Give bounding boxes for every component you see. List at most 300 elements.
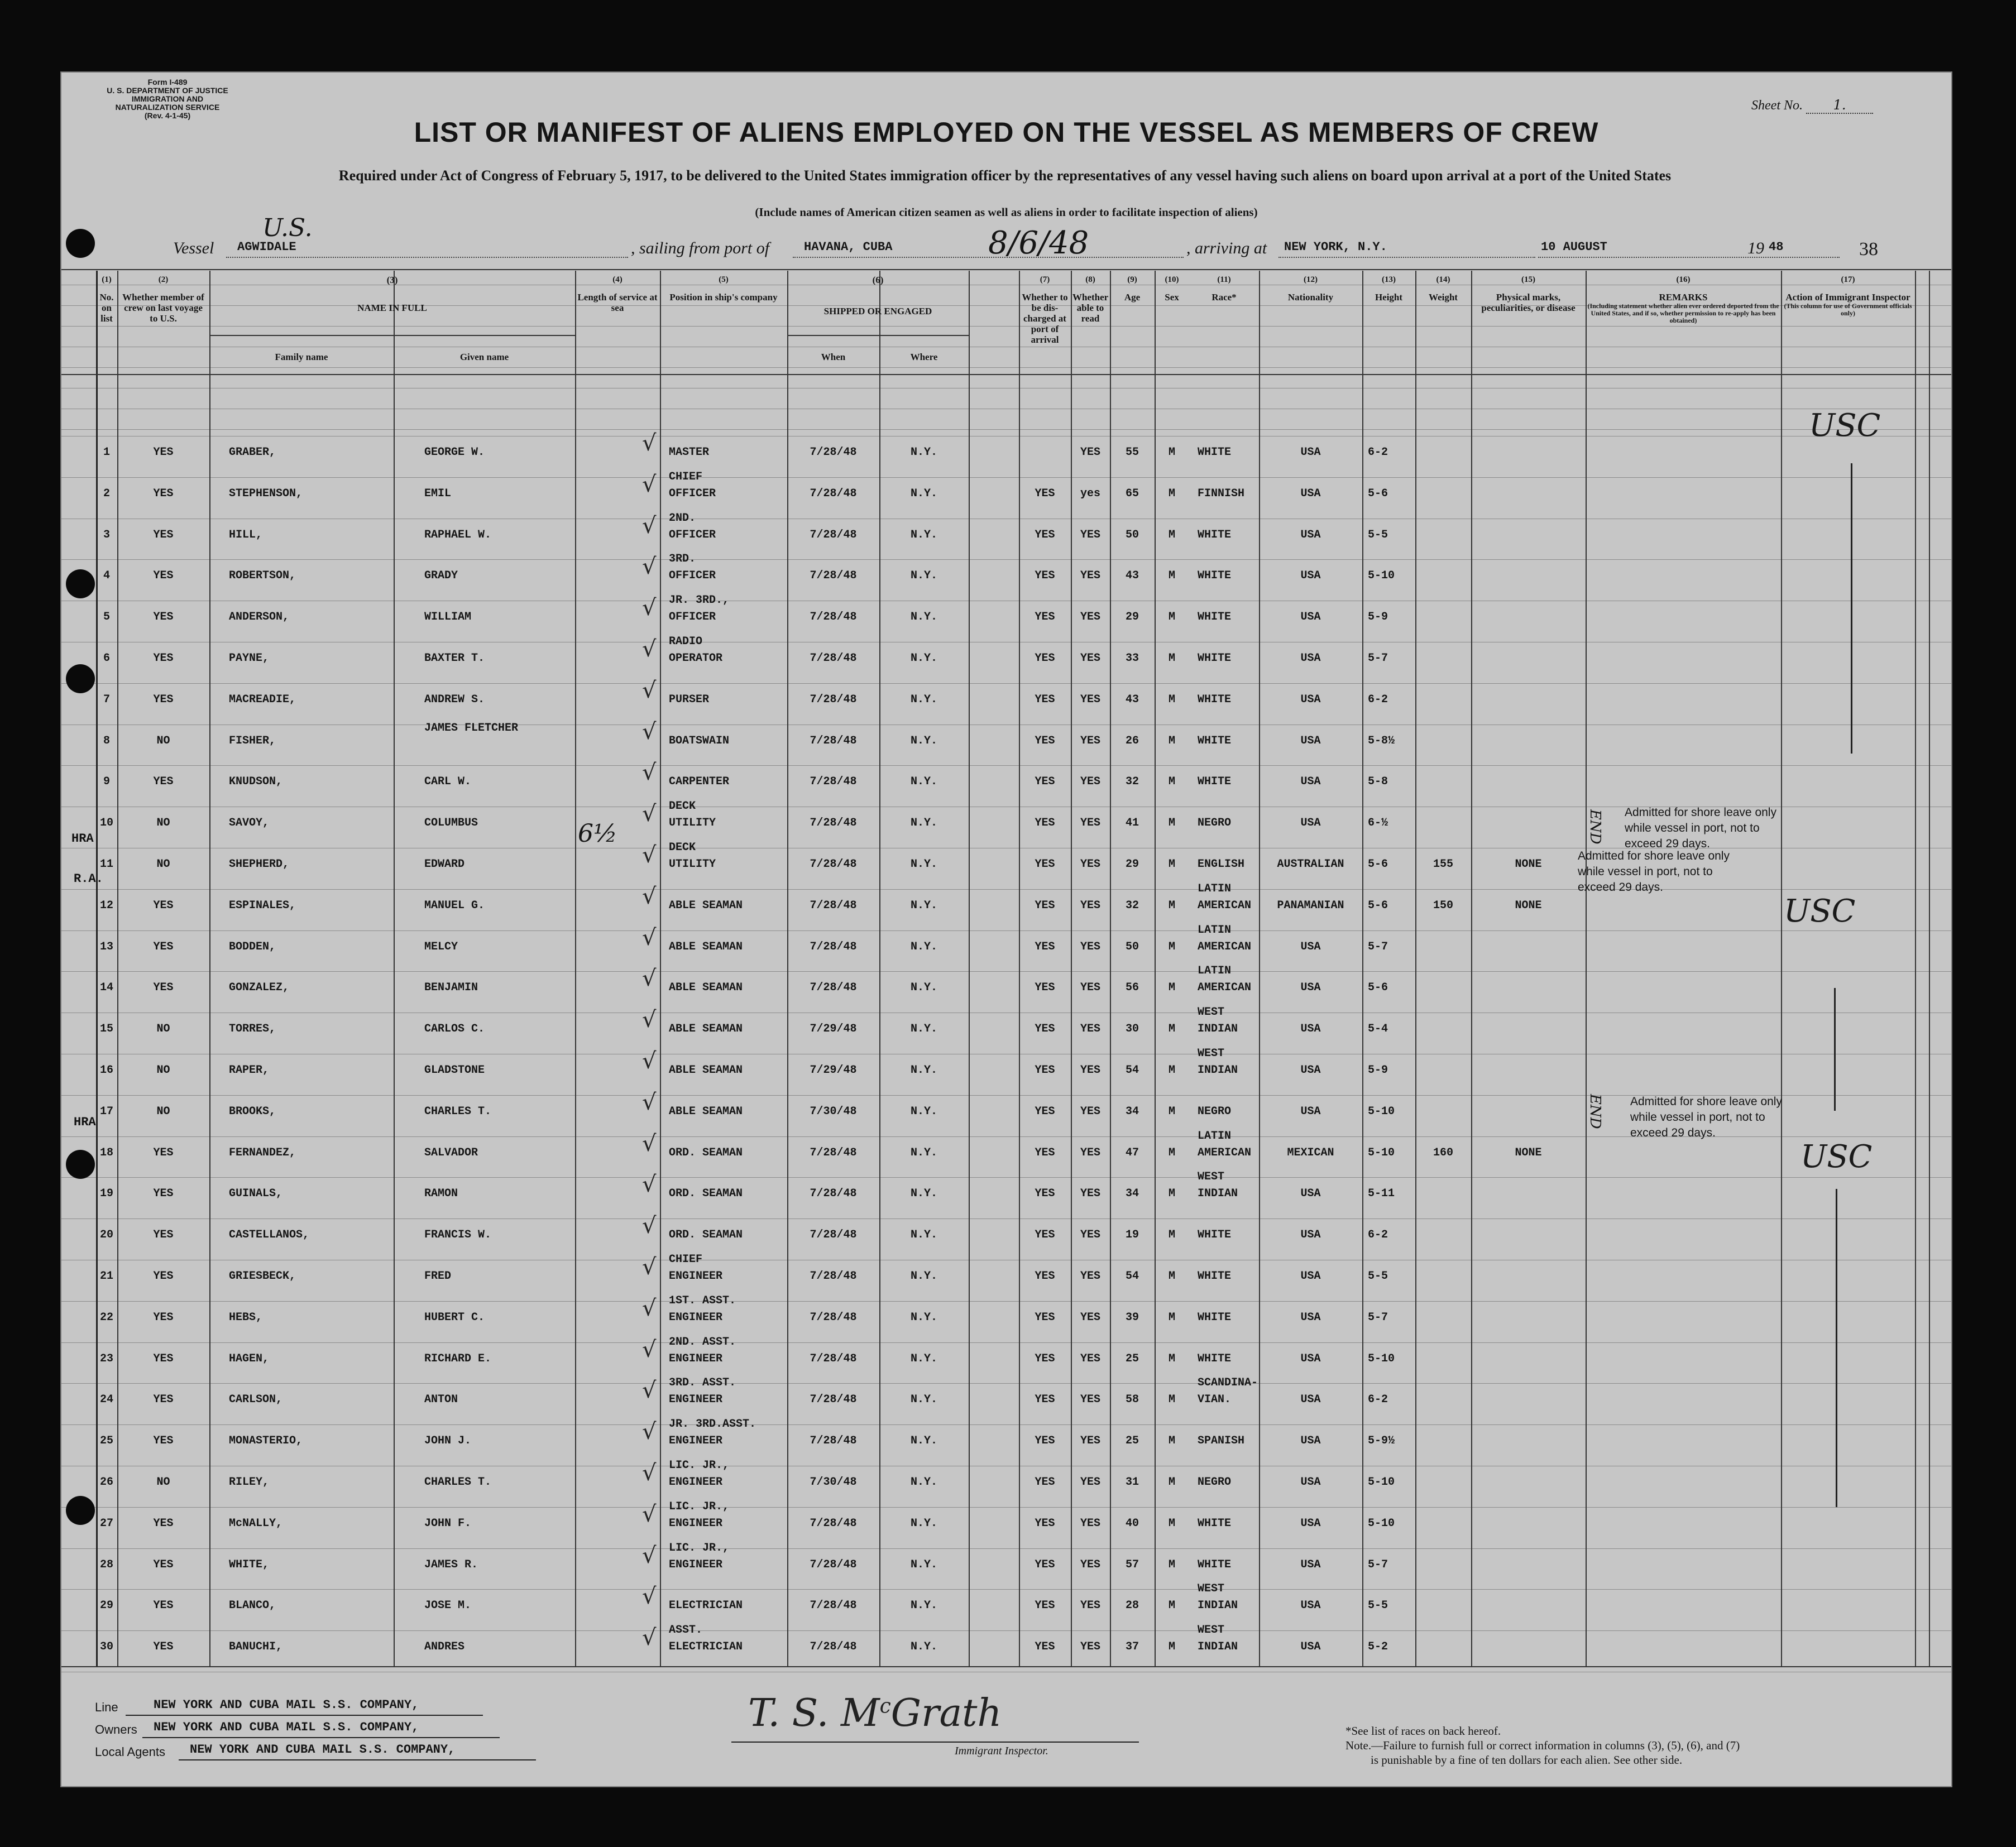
shipped-where: N.Y. — [910, 1352, 937, 1365]
shipped-where: N.Y. — [910, 1105, 937, 1118]
row-number: 2 — [103, 487, 110, 500]
height: 5-10 — [1368, 1146, 1395, 1159]
last-voyage: YES — [153, 693, 174, 706]
shipped-where: N.Y. — [910, 1393, 937, 1407]
last-voyage: YES — [153, 1393, 174, 1407]
port-from: HAVANA, CUBA — [804, 240, 893, 254]
race-line2: INDIAN — [1198, 1064, 1238, 1077]
row-number: 27 — [99, 1517, 113, 1530]
sex: M — [1168, 1270, 1175, 1283]
shipped-when: 7/28/48 — [810, 858, 857, 871]
column-number: (14) — [1436, 275, 1450, 284]
shipped-where: N.Y. — [910, 775, 937, 789]
header-discharged — [1021, 275, 1069, 345]
height: 5-5 — [1368, 528, 1388, 541]
family-name: ROBERTSON, — [229, 569, 296, 583]
nationality: USA — [1300, 446, 1321, 459]
year-prefix: 19 — [1747, 239, 1764, 257]
family-name: HAGEN, — [229, 1352, 270, 1365]
shipped-where: N.Y. — [910, 528, 937, 541]
nationality: USA — [1300, 734, 1321, 747]
check-mark-icon: √ — [642, 1254, 657, 1280]
check-mark-icon: √ — [642, 1007, 657, 1033]
last-voyage: YES — [153, 1435, 174, 1448]
age: 29 — [1125, 611, 1139, 624]
height: 5-6 — [1368, 981, 1388, 995]
able-to-read: YES — [1080, 1105, 1100, 1118]
discharged: YES — [1035, 1393, 1055, 1407]
sex: M — [1168, 569, 1175, 583]
discharged: YES — [1035, 1558, 1055, 1571]
race-line2: SPANISH — [1198, 1435, 1245, 1448]
height: 5-5 — [1368, 1599, 1388, 1613]
sex: M — [1168, 1476, 1175, 1489]
column-rule — [209, 271, 210, 1666]
discharged: YES — [1035, 1435, 1055, 1448]
family-name: KNUDSON, — [229, 775, 283, 789]
discharged: YES — [1035, 652, 1055, 665]
race-line1: WEST — [1198, 1624, 1225, 1637]
check-mark-icon: √ — [642, 1501, 657, 1527]
race-line2: NEGRO — [1198, 817, 1232, 830]
check-mark-icon: √ — [642, 760, 657, 786]
height: 6-2 — [1368, 446, 1388, 459]
row-number: 8 — [103, 734, 110, 747]
check-mark-icon: √ — [642, 677, 657, 703]
port-to: NEW YORK, N.Y. — [1284, 240, 1387, 254]
given-name: RAMON — [424, 1187, 458, 1201]
family-name: BROOKS, — [229, 1105, 276, 1118]
shipped-when: 7/28/48 — [810, 1393, 857, 1407]
shipped-when: 7/28/48 — [810, 1311, 857, 1324]
position-line1: 2ND. ASST. — [669, 1335, 736, 1349]
column-rule — [1110, 271, 1111, 1666]
column-number: (7) — [1040, 275, 1050, 284]
header-name-in-full: NAME IN FULL — [357, 303, 427, 313]
column-label: Action of Immigrant Inspector — [1785, 292, 1910, 303]
shipped-where: N.Y. — [910, 1558, 937, 1571]
shipped-when: 7/28/48 — [810, 817, 857, 830]
column-rule — [1019, 271, 1020, 1666]
family-name: BLANCO, — [229, 1599, 276, 1613]
arriving-label: , arriving at — [1186, 239, 1267, 257]
shipped-where: N.Y. — [910, 487, 937, 500]
height: 5-6 — [1368, 899, 1388, 912]
sex: M — [1168, 775, 1175, 789]
vessel-label: Vessel — [173, 239, 214, 257]
shipped-when: 7/30/48 — [810, 1476, 857, 1489]
check-mark-icon: √ — [642, 512, 657, 539]
column-number: (16) — [1676, 275, 1691, 284]
line-value: NEW YORK AND CUBA MAIL S.S. COMPANY, — [154, 1698, 419, 1712]
given-name: SALVADOR — [424, 1146, 478, 1159]
sex: M — [1168, 1640, 1175, 1654]
race-line2: INDIAN — [1198, 1640, 1238, 1654]
able-to-read: YES — [1080, 1558, 1100, 1571]
row-rule — [61, 1630, 1951, 1631]
nationality: USA — [1300, 1640, 1321, 1654]
race-line2: AMERICAN — [1198, 1146, 1252, 1159]
position-line1: JR. 3RD.ASST. — [669, 1418, 756, 1431]
given-name: FRANCIS W. — [424, 1229, 492, 1242]
check-mark-icon: √ — [642, 1378, 657, 1404]
row-rule — [61, 930, 1951, 931]
discharged: YES — [1035, 1187, 1055, 1201]
position-line2: MASTER — [669, 446, 710, 459]
remarks-code-row11: END — [1587, 809, 1603, 845]
discharged: YES — [1035, 940, 1055, 953]
last-voyage: YES — [153, 1270, 174, 1283]
shipped-where: N.Y. — [910, 446, 937, 459]
sex: M — [1168, 981, 1175, 995]
check-mark-icon: √ — [642, 966, 657, 992]
line-label: Line — [95, 1700, 118, 1714]
race-line1: WEST — [1198, 1582, 1225, 1596]
column-label: Physical marks, peculiarities, or disease — [1481, 292, 1576, 313]
position-line1: 1ST. ASST. — [669, 1294, 736, 1307]
shipped-where: N.Y. — [910, 693, 937, 706]
vessel-line — [173, 214, 1904, 261]
age: 39 — [1125, 1311, 1139, 1324]
shipped-when: 7/28/48 — [810, 734, 857, 747]
given-name: GLADSTONE — [424, 1064, 485, 1077]
binder-hole — [66, 229, 95, 258]
able-to-read: YES — [1080, 1187, 1100, 1201]
discharged: YES — [1035, 1023, 1055, 1036]
inspector-mark-3: USC — [1800, 1139, 1873, 1175]
position-line2: CARPENTER — [669, 775, 730, 789]
penalty-note: Note.—Failure to furnish full or correct information in columns (3), (5), (6), and (7) — [1345, 1739, 1740, 1752]
row-number: 29 — [99, 1599, 113, 1613]
family-name: TORRES, — [229, 1023, 276, 1036]
header-remarks — [1587, 275, 1779, 324]
race-line2: WHITE — [1198, 1270, 1232, 1283]
column-rule — [660, 271, 661, 1666]
agents-value: NEW YORK AND CUBA MAIL S.S. COMPANY, — [190, 1743, 456, 1757]
header-sex — [1156, 275, 1187, 303]
height: 5-2 — [1368, 1640, 1388, 1654]
height: 5-10 — [1368, 1476, 1395, 1489]
page-number: 38 — [1859, 239, 1878, 260]
given-name: EDWARD — [424, 858, 465, 871]
family-name: McNALLY, — [229, 1517, 283, 1530]
position-line1: 3RD. — [669, 553, 696, 566]
given-name: COLUMBUS — [424, 817, 478, 830]
given-name: CARLOS C. — [424, 1023, 485, 1036]
race-line2: ENGLISH — [1198, 858, 1245, 871]
position-line2: ELECTRICIAN — [669, 1599, 743, 1613]
margin-note-row12: R.A. — [74, 872, 103, 886]
discharged: YES — [1035, 1064, 1055, 1077]
header-name-number: (3) — [386, 275, 398, 285]
shipped-when: 7/28/48 — [810, 528, 857, 541]
row-number: 24 — [99, 1393, 113, 1407]
race-line2: WHITE — [1198, 775, 1232, 789]
row-number: 17 — [99, 1105, 113, 1118]
race-line2: NEGRO — [1198, 1476, 1232, 1489]
column-rule — [117, 271, 118, 1666]
nationality: USA — [1300, 1105, 1321, 1118]
able-to-read: YES — [1080, 1229, 1100, 1242]
column-rule — [1362, 271, 1363, 1666]
given-name: BENJAMIN — [424, 981, 478, 995]
row-number: 22 — [99, 1311, 113, 1324]
able-to-read: YES — [1080, 1311, 1100, 1324]
race-line1: WEST — [1198, 1006, 1225, 1019]
shipped-when: 7/28/48 — [810, 1187, 857, 1201]
race-line2: AMERICAN — [1198, 981, 1252, 995]
nationality: USA — [1300, 652, 1321, 665]
shipped-when: 7/28/48 — [810, 1270, 857, 1283]
given-name: JOSE M. — [424, 1599, 472, 1613]
height: 6-2 — [1368, 693, 1388, 706]
header-shipped-engaged: SHIPPED OR ENGAGED — [823, 306, 932, 316]
shipped-where: N.Y. — [910, 940, 937, 953]
department: U. S. DEPARTMENT OF JUSTICE — [107, 86, 228, 95]
row-rule — [61, 1507, 1951, 1508]
sex: M — [1168, 817, 1175, 830]
nationality: USA — [1300, 1023, 1321, 1036]
last-voyage: YES — [153, 487, 174, 500]
family-name: RAPER, — [229, 1064, 270, 1077]
column-label: Height — [1375, 292, 1403, 303]
race-line1: LATIN — [1198, 882, 1232, 895]
family-name: BODDEN, — [229, 940, 276, 953]
shipped-when: 7/28/48 — [810, 940, 857, 953]
shipped-where: N.Y. — [910, 569, 937, 583]
form-identification — [100, 78, 234, 120]
age: 25 — [1125, 1435, 1139, 1448]
sex: M — [1168, 1023, 1175, 1036]
sex: M — [1168, 1187, 1175, 1201]
row-number: 21 — [99, 1270, 113, 1283]
row-number: 18 — [99, 1146, 113, 1159]
form-number: Form I-489 — [147, 78, 188, 87]
discharged: YES — [1035, 775, 1055, 789]
check-mark-icon: √ — [642, 471, 657, 497]
shipped-where: N.Y. — [910, 981, 937, 995]
age: 54 — [1125, 1270, 1139, 1283]
weight: 155 — [1433, 858, 1453, 871]
column-rule — [1415, 271, 1416, 1666]
row-number: 11 — [99, 858, 113, 871]
check-mark-icon: √ — [642, 595, 657, 621]
row-rule — [61, 477, 1951, 478]
vessel-name: AGWIDALE — [237, 240, 296, 254]
age: 43 — [1125, 569, 1139, 583]
shipped-when: 7/29/48 — [810, 1023, 857, 1036]
shipped-when: 7/28/48 — [810, 1146, 857, 1159]
shipped-where: N.Y. — [910, 611, 937, 624]
race-line2: WHITE — [1198, 569, 1232, 583]
able-to-read: YES — [1080, 693, 1100, 706]
sex: M — [1168, 858, 1175, 871]
row-number: 20 — [99, 1229, 113, 1242]
position-line2: ABLE SEAMAN — [669, 899, 743, 912]
able-to-read: YES — [1080, 1146, 1100, 1159]
remarks-row12: Admitted for shore leave only while vessel in port, not to exceed 29 days. — [1578, 850, 1730, 894]
position-line2: ORD. SEAMAN — [669, 1187, 743, 1201]
family-name: GONZALEZ, — [229, 981, 290, 995]
position-line2: UTILITY — [669, 858, 716, 871]
check-mark-icon: √ — [642, 1295, 657, 1321]
age: 30 — [1125, 1023, 1139, 1036]
row-number: 5 — [103, 611, 110, 624]
given-name: HUBERT C. — [424, 1311, 485, 1324]
owners-value: NEW YORK AND CUBA MAIL S.S. COMPANY, — [154, 1720, 419, 1734]
family-name: CASTELLANOS, — [229, 1229, 310, 1242]
race-line1: WEST — [1198, 1047, 1225, 1060]
weight: 150 — [1433, 899, 1453, 912]
row-number: 12 — [99, 899, 113, 912]
row-rule — [61, 269, 1951, 270]
check-mark-icon: √ — [642, 430, 657, 456]
sex: M — [1168, 1064, 1175, 1077]
page-title: LIST OR MANIFEST OF ALIENS EMPLOYED ON THE VESSEL AS MEMBERS OF CREW — [414, 117, 1599, 148]
header-family-name: Family name — [275, 352, 328, 362]
race-line2: WHITE — [1198, 1352, 1232, 1365]
last-voyage: YES — [153, 569, 174, 583]
column-rule — [1929, 271, 1930, 1666]
shipped-when: 7/28/48 — [810, 1640, 857, 1654]
column-label: Weight — [1429, 292, 1458, 303]
shipped-when: 7/28/48 — [810, 1517, 857, 1530]
column-label: No. on list — [99, 292, 114, 324]
nationality: USA — [1300, 611, 1321, 624]
height: 5-10 — [1368, 1517, 1395, 1530]
age: 65 — [1125, 487, 1139, 500]
sheet-number-label: Sheet No. — [1751, 98, 1803, 113]
position-line2: UTILITY — [669, 817, 716, 830]
height: 5-10 — [1368, 1105, 1395, 1118]
check-mark-icon: √ — [642, 1089, 657, 1115]
column-sublabel: (Including statement whether alien ever ordered deported from the United States, and if so, whether permission to re-apply has been obtained) — [1587, 302, 1779, 324]
race-line1: LATIN — [1198, 1129, 1232, 1143]
handwritten-date: 8/6/48 — [988, 225, 1089, 261]
sex: M — [1168, 652, 1175, 665]
check-mark-icon: √ — [642, 718, 657, 745]
nationality: USA — [1300, 1393, 1321, 1407]
family-name: CARLSON, — [229, 1393, 283, 1407]
sex: M — [1168, 1435, 1175, 1448]
height: 5-7 — [1368, 1311, 1388, 1324]
discharged: YES — [1035, 734, 1055, 747]
column-number: (9) — [1127, 275, 1137, 284]
inspector-signature: T. S. $M^cGrath$ — [748, 1691, 1002, 1735]
able-to-read: YES — [1080, 1352, 1100, 1365]
binder-hole — [66, 1150, 95, 1179]
family-name: MACREADIE, — [229, 693, 296, 706]
row-number: 4 — [103, 569, 110, 583]
check-mark-icon: √ — [642, 1419, 657, 1445]
given-name: JAMES R. — [424, 1558, 478, 1571]
discharged: YES — [1035, 693, 1055, 706]
family-name: GRABER, — [229, 446, 276, 459]
last-voyage: YES — [153, 1187, 174, 1201]
shipped-when: 7/28/48 — [810, 1229, 857, 1242]
shipped-when: 7/28/48 — [810, 1558, 857, 1571]
subtitle-note: (Include names of American citizen seamen as well as aliens in order to facilitate inspection of aliens) — [755, 205, 1258, 219]
margin-note-row11: HRA — [71, 832, 94, 846]
discharged: YES — [1035, 899, 1055, 912]
race-line2: WHITE — [1198, 734, 1232, 747]
column-label: Age — [1124, 292, 1141, 303]
inspector-continuation-line-3 — [1836, 1189, 1837, 1507]
given-name: RICHARD E. — [424, 1352, 492, 1365]
header-race — [1191, 275, 1257, 303]
row-number: 14 — [99, 981, 113, 995]
shipped-where: N.Y. — [910, 1435, 937, 1448]
shipped-where: N.Y. — [910, 1229, 937, 1242]
shipped-where: N.Y. — [910, 1270, 937, 1283]
position-line1: JR. 3RD., — [669, 594, 730, 607]
position-line2: ENGINEER — [669, 1270, 723, 1283]
able-to-read: YES — [1080, 899, 1100, 912]
shipped-when: 7/28/48 — [810, 899, 857, 912]
last-voyage: NO — [156, 817, 170, 830]
position-line2: BOATSWAIN — [669, 734, 730, 747]
column-rule — [1259, 271, 1260, 1666]
position-line2: ABLE SEAMAN — [669, 940, 743, 953]
nationality: USA — [1300, 981, 1321, 995]
age: 29 — [1125, 858, 1139, 871]
check-mark-icon: √ — [642, 1048, 657, 1074]
position-line2: ENGINEER — [669, 1352, 723, 1365]
family-name: HEBS, — [229, 1311, 263, 1324]
nationality: USA — [1300, 1229, 1321, 1242]
column-label: Position in ship's company — [669, 292, 778, 303]
us-mark: U.S. — [262, 214, 313, 242]
discharged: YES — [1035, 1270, 1055, 1283]
last-voyage: YES — [153, 1599, 174, 1613]
height: 6-½ — [1368, 817, 1388, 830]
row-number: 13 — [99, 940, 113, 953]
able-to-read: YES — [1080, 817, 1100, 830]
height: 5-7 — [1368, 940, 1388, 953]
discharged: YES — [1035, 1640, 1055, 1654]
shipped-where: N.Y. — [910, 1064, 937, 1077]
race-line2: WHITE — [1198, 446, 1232, 459]
last-voyage: YES — [153, 1146, 174, 1159]
able-to-read: YES — [1080, 528, 1100, 541]
discharged: YES — [1035, 487, 1055, 500]
family-name: MONASTERIO, — [229, 1435, 303, 1448]
age: 57 — [1125, 1558, 1139, 1571]
column-rule — [1586, 271, 1587, 1666]
shipped-when: 7/28/48 — [810, 1435, 857, 1448]
shipped-where: N.Y. — [910, 1187, 937, 1201]
nationality: USA — [1300, 1352, 1321, 1365]
position-line1: 3RD. ASST. — [669, 1376, 736, 1390]
shipped-when: 7/28/48 — [810, 611, 857, 624]
column-rule — [96, 271, 98, 1666]
header-shipped-number: (6) — [872, 275, 884, 285]
shipped-when: 7/30/48 — [810, 1105, 857, 1118]
last-voyage: NO — [156, 1476, 170, 1489]
given-name: JOHN F. — [424, 1517, 472, 1530]
age: 34 — [1125, 1187, 1139, 1201]
age: 19 — [1125, 1229, 1139, 1242]
physical-marks: NONE — [1515, 1146, 1542, 1159]
header-last-voyage — [119, 275, 208, 324]
position-line1: LIC. JR., — [669, 1500, 730, 1513]
able-to-read: YES — [1080, 1023, 1100, 1036]
header-position — [662, 275, 786, 303]
sex: M — [1168, 1393, 1175, 1407]
height: 5-11 — [1368, 1187, 1395, 1201]
given-name: ANDREW S. — [424, 693, 485, 706]
row-number: 23 — [99, 1352, 113, 1365]
